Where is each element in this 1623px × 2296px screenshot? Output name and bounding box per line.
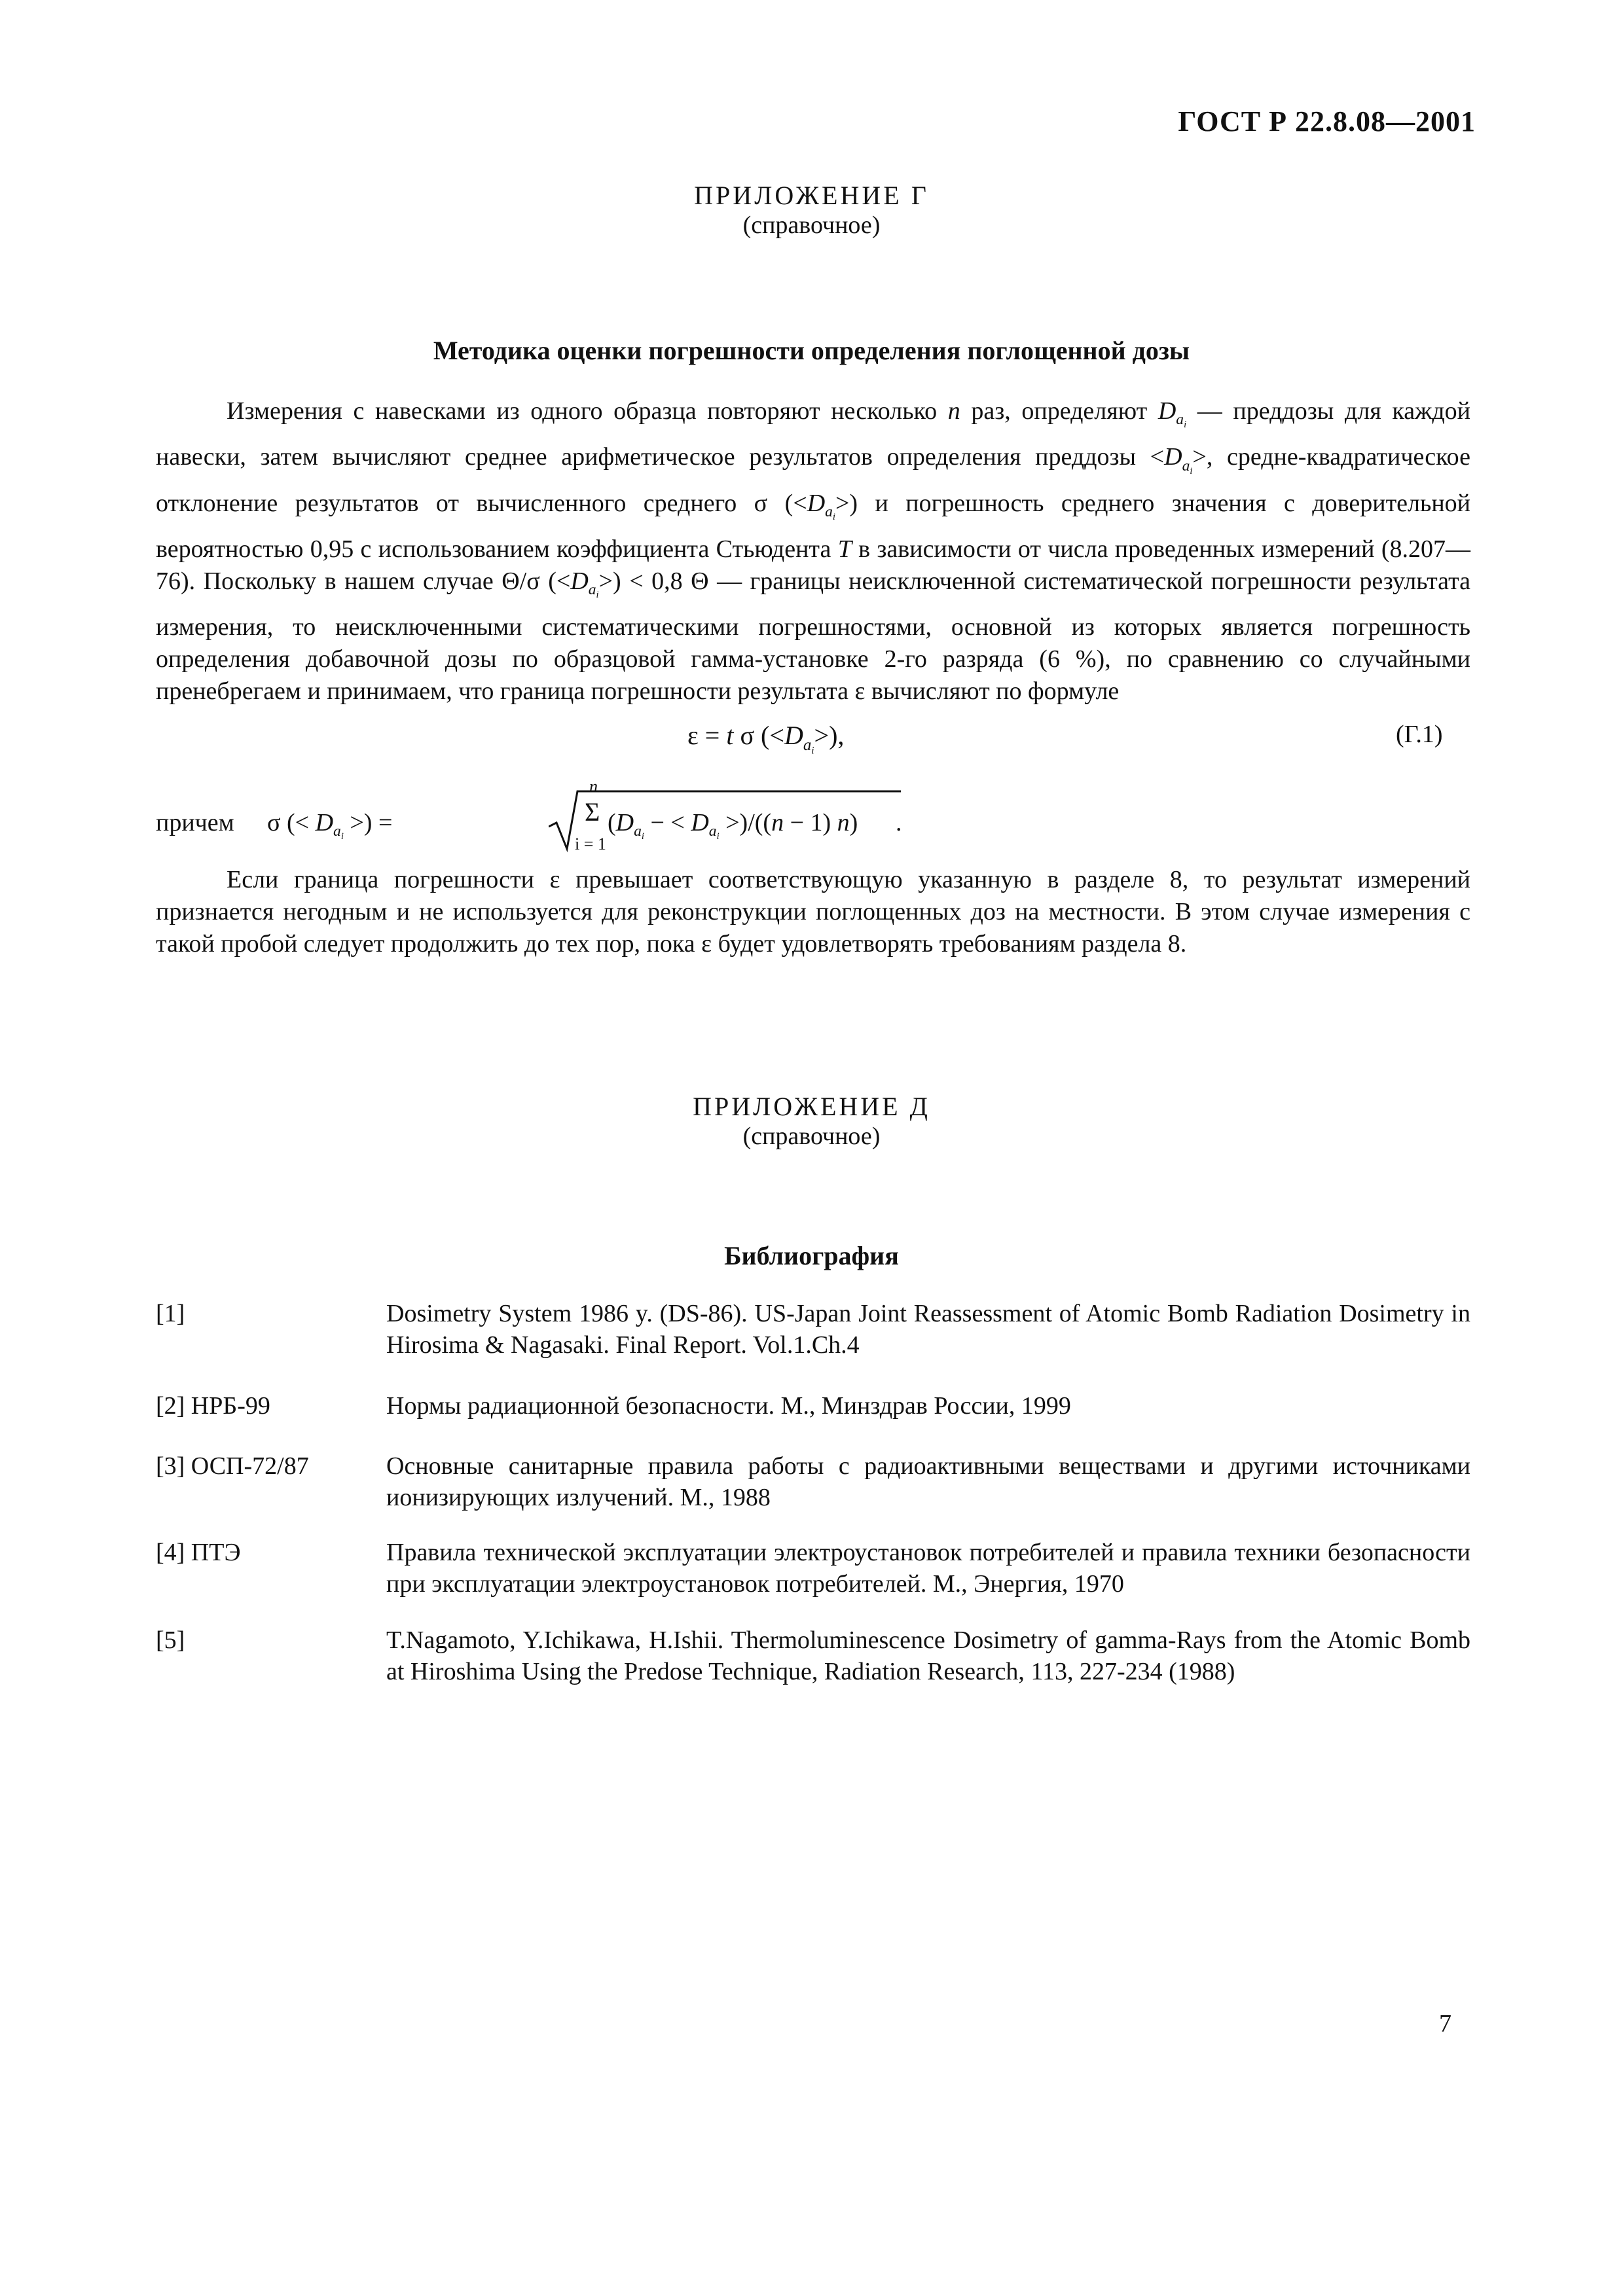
formula-end-dot: . xyxy=(896,809,902,836)
bibliography-ref: [2] НРБ-99 xyxy=(156,1392,270,1420)
appendix-g-subtitle: (справочное) xyxy=(742,211,881,239)
formula-label: причем xyxy=(156,809,234,836)
document-code: ГОСТ Р 22.8.08—2001 xyxy=(1178,105,1476,137)
threshold-paragraph: Если граница погрешности ε превышает соответствующую указанную в разделе 8, то результат измерений признается негодным и не используется для реконструкции поглощенных доз на местности. В этом случае измерения с такой пробой следует продолжить до тех пор, пока ε будет удовлетворять требованиям раздела 8. xyxy=(156,866,1470,958)
bibliography-text: T.Nagamoto, Y.Ichikawa, H.Ishii. Thermoluminescence Dosimetry of gamma-Rays from the Atomic Bomb at Hiroshima Using the Predose Technique, Radiation Research, 113, 227-234 (1988) xyxy=(386,1626,1470,1685)
formula-lhs: σ (< $D_{a_i}$ >) = xyxy=(267,809,393,842)
method-heading: Методика оценки погрешности определения поглощенной дозы xyxy=(433,336,1190,365)
appendix-d-subtitle: (справочное) xyxy=(742,1122,881,1150)
formula-sigma xyxy=(156,777,1007,861)
bibliography-ref: [5] xyxy=(156,1626,185,1654)
bibliography-ref: [1] xyxy=(156,1300,185,1327)
formula-g1: ε = t σ $(<D_{a_i}>)$, xyxy=(687,721,845,757)
sum-lower-limit: i = 1 xyxy=(575,834,606,853)
bibliography-text: Нормы радиационной безопасности. М., Минздрав России, 1999 xyxy=(386,1392,1071,1420)
bibliography-ref: [3] ОСП-72/87 xyxy=(156,1452,309,1480)
appendix-g-title: ПРИЛОЖЕНИЕ Г xyxy=(694,181,929,210)
bibliography-ref: [4] ПТЭ xyxy=(156,1539,241,1566)
bibliography-text: Правила технической эксплуатации электроустановок потребителей и правила техники безопасности при эксплуатации электроустановок потребителей. М., Энергия, 1970 xyxy=(386,1539,1470,1598)
bibliography-text: Dosimetry System 1986 y. (DS-86). US-Japan Joint Reassessment of Atomic Bomb Radiation Dosimetry in Hirosima & Nagasaki. Final Report. Vol.1.Ch.4 xyxy=(386,1300,1470,1359)
method-paragraph: Измерения с навесками из одного образца повторяют несколько n раз, определяют $D_{a_i}$ — преддозы для каждой навески, затем вычисляют среднее арифметическое результатов определения преддозы $<D_{a_i}>$, средне-квадратическое отклонение результатов от вычисленного среднего σ $(<D_{a_i}>)$ и погрешность среднего значения с доверительной вероятностью 0,95 с использованием коэффициента Стьюдента T в зависимости от числа проведенных измерений (8.207—76). Поскольку в нашем случае Θ/σ $(<D_{a_i}>) < 0,8$ Θ — границы неисключенной систематической погрешности результата измерения, то неисключенными систематическими погрешностями, основной из которых является погрешность определения добавочной дозы по образцовой гамма-установке 2-го разряда (6 %), по сравнению со случайными пренебрегаем и принимаем, что граница погрешности результата ε вычисляют по формуле xyxy=(156,397,1471,706)
bibliography-text: Основные санитарные правила работы с радиоактивными веществами и другими источниками ионизирующих излучений. М., 1988 xyxy=(386,1452,1470,1511)
formula-expression: ($D_{a_i}$ − < $D_{a_i} >)/((n - 1)$ n) xyxy=(608,809,858,842)
sum-sign: Σ xyxy=(585,797,600,827)
appendix-d-title: ПРИЛОЖЕНИЕ Д xyxy=(693,1092,930,1121)
page-number: 7 xyxy=(1439,2010,1451,2037)
formula-number: (Г.1) xyxy=(1396,721,1443,748)
sum-upper-limit: n xyxy=(589,777,598,796)
bibliography-heading: Библиография xyxy=(724,1241,899,1270)
